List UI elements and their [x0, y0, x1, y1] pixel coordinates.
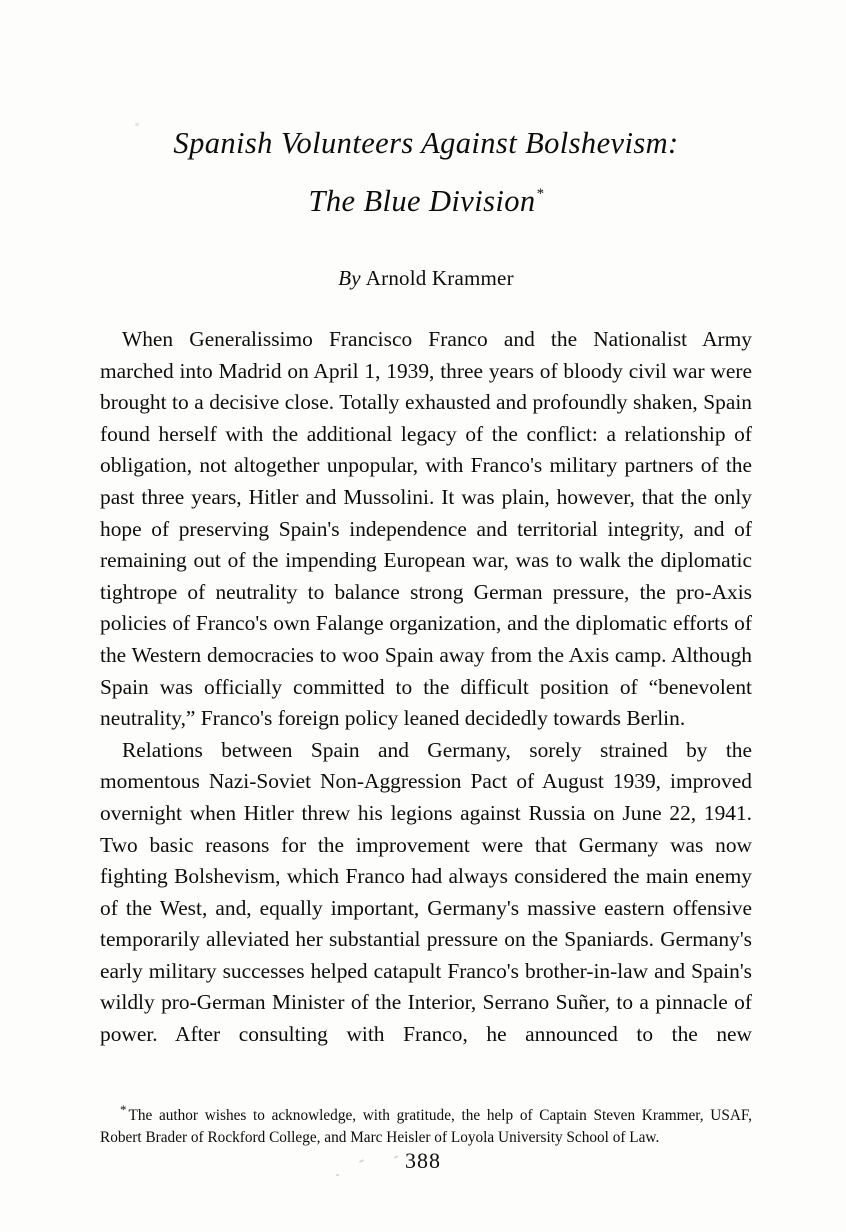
body-paragraph: When Generalissimo Francisco Franco and the Nationalist Army marched into Madrid on April 1, 1939, three years of bloody civil war were brought to a decisive close. Totally exhausted and profoundly shaken, Spain found herself with the additional legacy of the conflict: a relationship of obligation, not altogether unpopular, with Franco's military partners of the past three years, Hitler and Mussolini. It was plain, however, that the only hope of preserving Spain's independence and territorial integrity, and of remaining out of the impending European war, was to walk the diplomatic tightrope of neutrality to balance strong German pressure, the pro-Axis policies of Franco's own Falange organization, and the diplomatic efforts of the Western democracies to woo Spain away from the Axis camp. Although Spain was officially committed to the difficult position of “benevolent neutrality,” Franco's foreign policy leaned decidedly towards Berlin.: [100, 327, 752, 731]
byline-author: Arnold Krammer: [365, 266, 514, 290]
body-paragraph: Relations between Spain and Germany, sorely strained by the momentous Nazi-Soviet Non-Aggression Pact of August 1939, improved overnight when Hitler threw his legions against Russia on June 22, 1941. Two basic reasons for the improvement were that Germany was now fighting Bolshevism, which Franco had always considered the main enemy of the West, and, equally important, Germany's massive eastern offensive temporarily alleviated her substantial pressure on the Spaniards. Germany's early military successes helped catapult Franco's brother-in-law and Spain's wildly pro-German Minister of the Interior, Serrano Suñer, to a pinnacle of power. After consulting with Franco, he announced to the new: [100, 737, 752, 1047]
footnote-text: The author wishes to acknowledge, with gratitude, the help of Captain Steven Krammer, USAF, Robert Brader of Rockford College, and Marc Heisler of Loyola University School of Law.: [100, 1107, 752, 1146]
page-number: 388: [405, 1148, 441, 1173]
page-content: [100, 0, 752, 1148]
title-line-secondary-text: The Blue Division: [308, 184, 536, 218]
title-footnote-marker-icon: *: [536, 185, 545, 202]
footnote-text-wrapper: [100, 1102, 752, 1148]
article-title: [100, 118, 752, 226]
title-line-secondary: [100, 176, 752, 226]
byline-prefix: By: [338, 266, 361, 290]
footnote-block: [100, 1102, 752, 1148]
byline: [100, 266, 752, 291]
article-body: [100, 324, 752, 1082]
scan-speck: [135, 123, 139, 126]
footnote-marker-icon: *: [120, 1102, 127, 1118]
title-line-primary: Spanish Volunteers Against Bolshevism:: [173, 126, 679, 160]
scan-speck: [336, 1174, 339, 1176]
